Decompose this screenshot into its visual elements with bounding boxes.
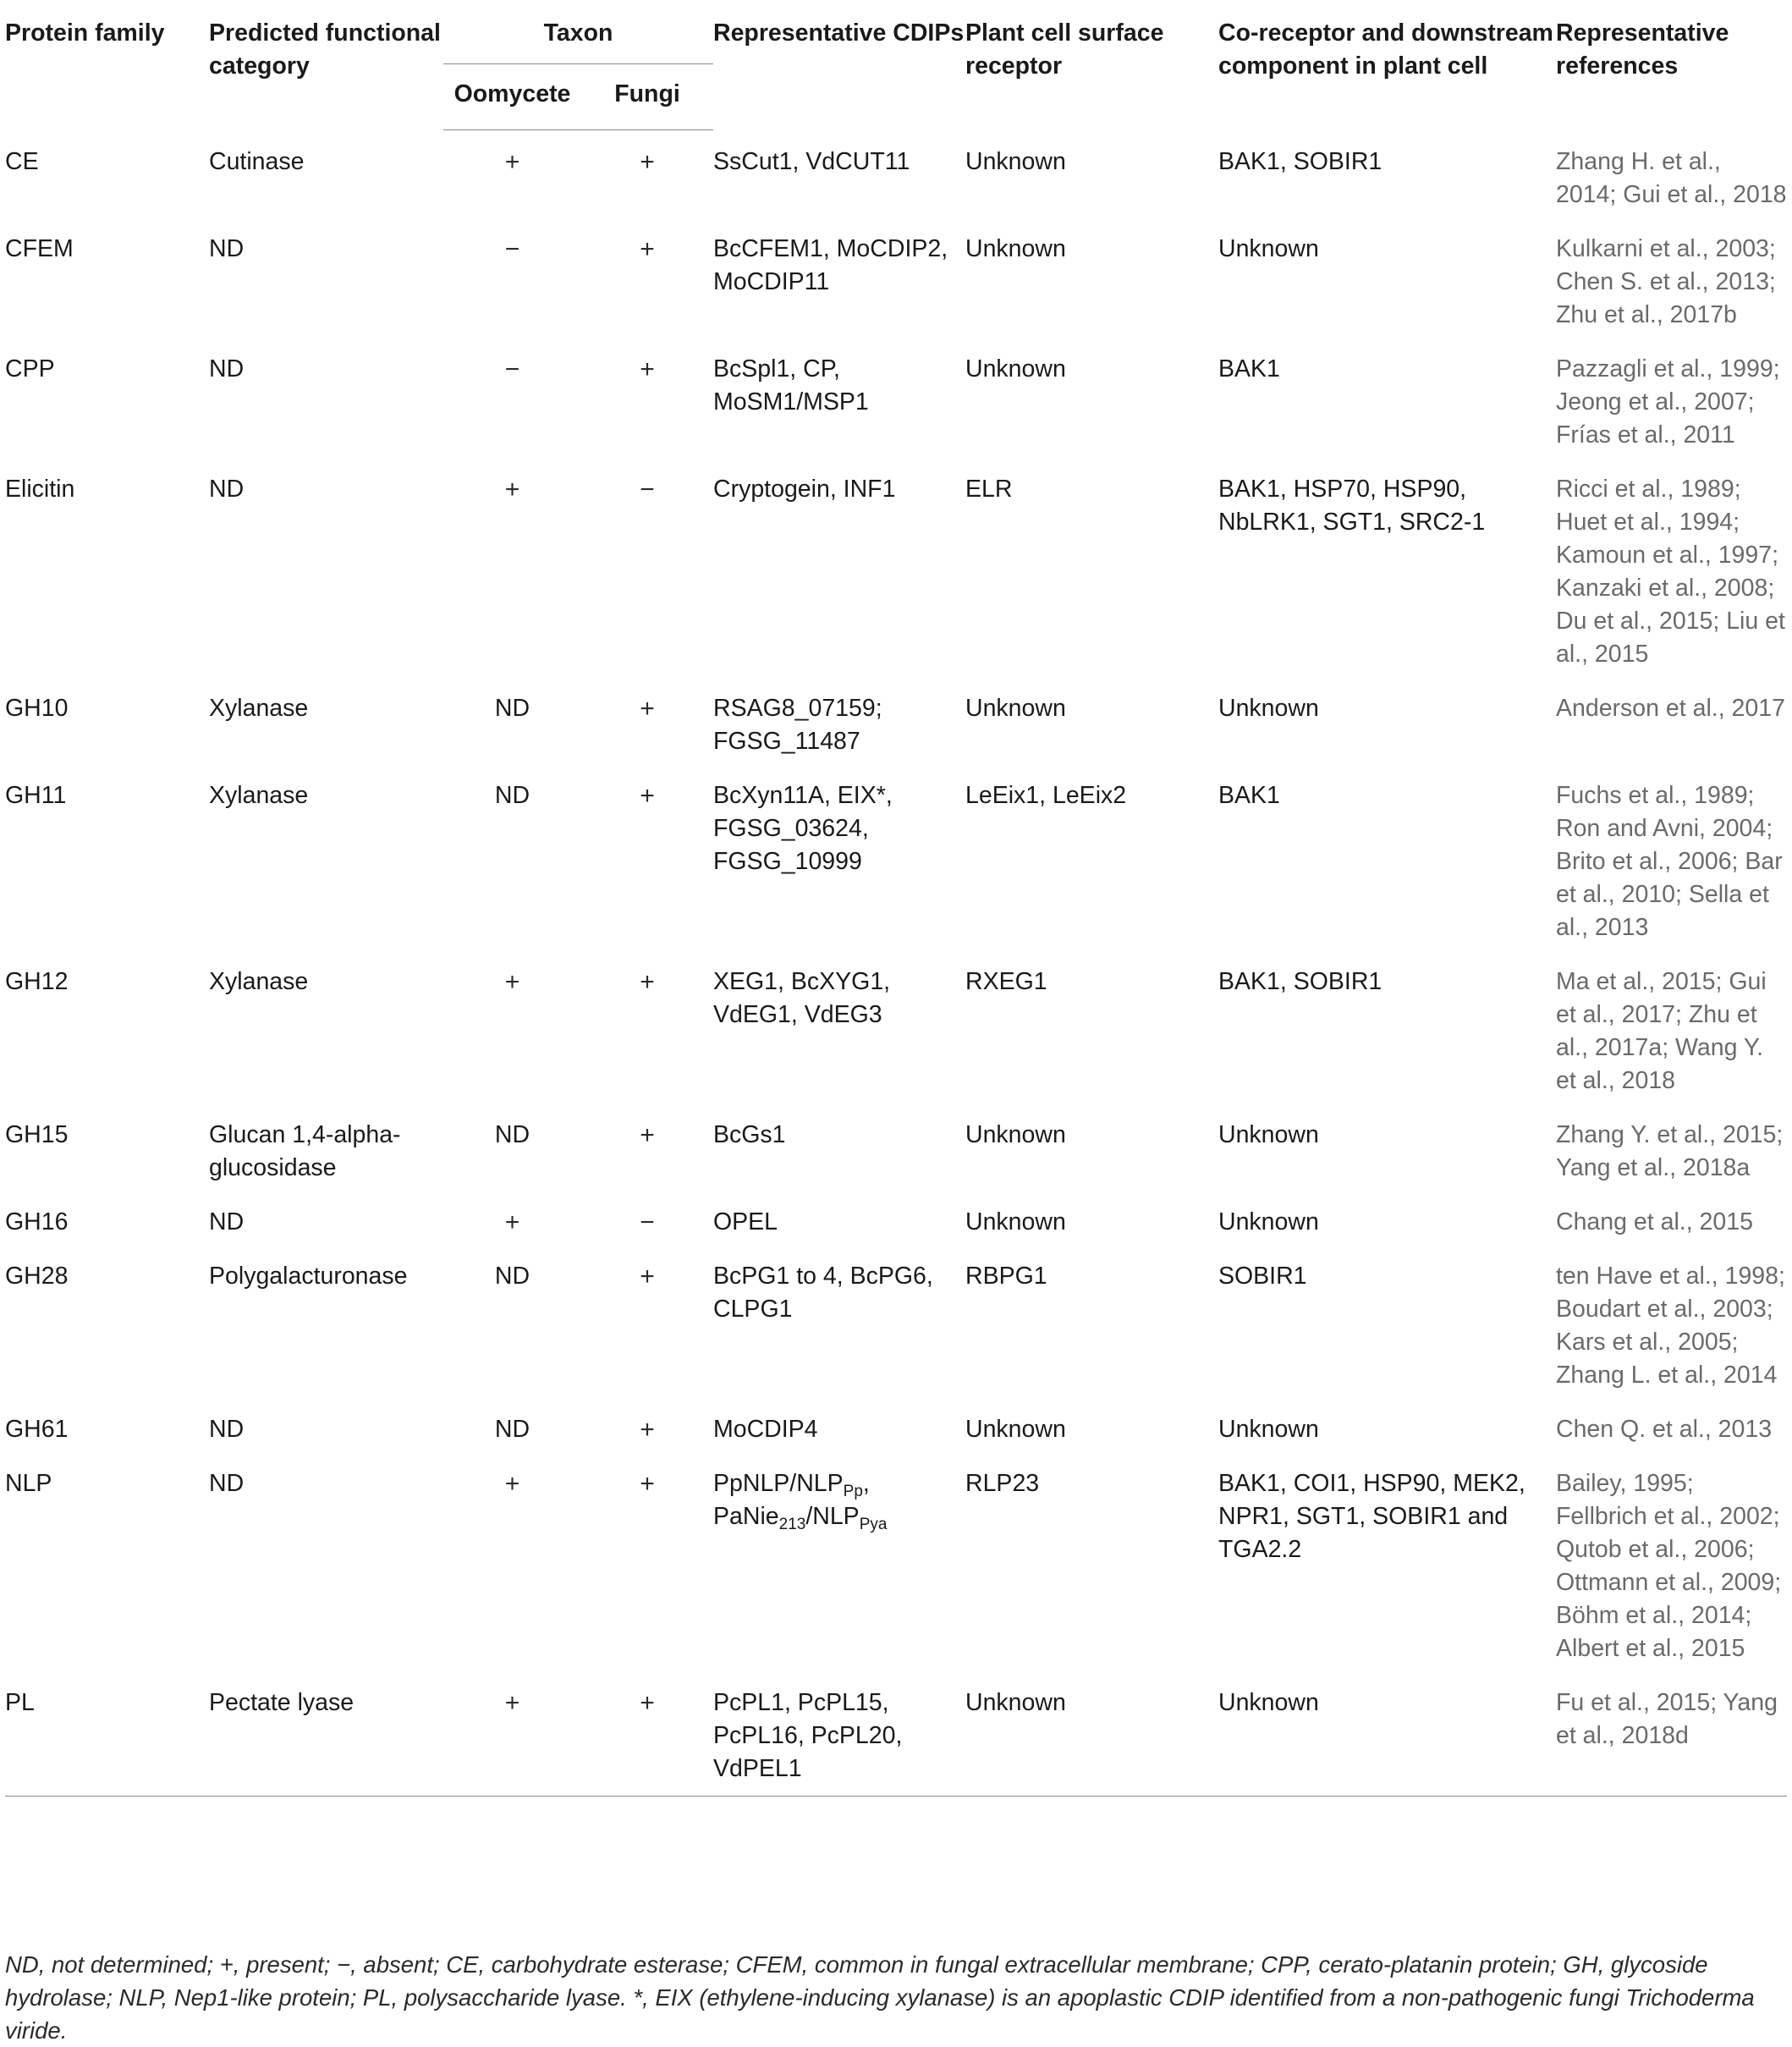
cell-family: GH11: [5, 781, 67, 809]
table-row: [5, 951, 1787, 1104]
cell-fungi: +: [640, 355, 655, 383]
cell-family: NLP: [5, 1469, 52, 1497]
table-row: [5, 1246, 1787, 1399]
cell-oomycete: +: [504, 967, 520, 996]
cell-family: GH15: [5, 1120, 69, 1148]
cdip-text: PpNLP/NLP: [713, 1469, 844, 1497]
table-body: [5, 130, 1787, 1797]
cell-cdips: BcXyn11A, EIX*, FGSG_03624, FGSG_10999: [713, 781, 893, 875]
cell-receptor: Unknown: [965, 1208, 1066, 1235]
table-row: [5, 765, 1787, 951]
cell-family: GH16: [5, 1208, 69, 1235]
cell-fungi: −: [640, 1208, 655, 1236]
cell-cdips: OPEL: [713, 1208, 778, 1235]
cell-cdips: [713, 1453, 965, 1672]
cell-cdips: BcSpl1, CP, MoSM1/MSP1: [713, 355, 869, 415]
cdip-text: ,: [862, 1469, 870, 1497]
cell-category: Xylanase: [209, 967, 309, 995]
cdip-subscript: Pya: [859, 1515, 888, 1533]
cell-references: Zhang H. et al., 2014; Gui et al., 2018: [1556, 147, 1787, 208]
header-protein-family: Protein family: [5, 19, 165, 47]
cell-cdips: BcPG1 to 4, BcPG6, CLPG1: [713, 1262, 933, 1323]
cell-references: Anderson et al., 2017: [1556, 694, 1785, 722]
table-row: [5, 1191, 1787, 1246]
header-receptor: Plant cell surface receptor: [965, 19, 1164, 80]
cell-family: GH61: [5, 1415, 69, 1443]
cell-fungi: +: [640, 694, 655, 723]
table-row: [5, 678, 1787, 765]
cell-receptor: LeEix1, LeEix2: [965, 781, 1127, 809]
cell-category: ND: [209, 1415, 245, 1443]
cell-cdips: PcPL1, PcPL15, PcPL16, PcPL20, VdPEL1: [713, 1672, 965, 1797]
table-row: [5, 130, 1787, 218]
cell-oomycete: +: [443, 1672, 581, 1797]
cell-receptor: Unknown: [965, 234, 1066, 262]
header-cdips: Representative CDIPs: [713, 19, 965, 47]
cell-fungi: +: [640, 148, 655, 176]
cell-family: CPP: [5, 355, 55, 382]
cell-category: Pectate lyase: [209, 1672, 443, 1797]
cell-receptor: RXEG1: [965, 967, 1047, 995]
cell-references: Pazzagli et al., 1999; Jeong et al., 2007; Frías et al., 2011: [1556, 355, 1780, 448]
cell-references: Fuchs et al., 1989; Ron and Avni, 2004; Brito et al., 2006; Bar et al., 2010; Sella et al., 2013: [1556, 781, 1783, 941]
cdip-subscript: Pp: [843, 1482, 863, 1500]
cell-receptor: Unknown: [965, 355, 1066, 382]
cell-cdips: RSAG8_07159; FGSG_11487: [713, 694, 882, 755]
cell-category: Xylanase: [209, 694, 309, 722]
cell-fungi: +: [640, 1415, 655, 1444]
cell-coreceptor: BAK1: [1218, 781, 1280, 809]
header-references: Representative references: [1556, 19, 1729, 80]
cell-oomycete: ND: [494, 1120, 530, 1148]
table-row: [5, 1672, 1787, 1797]
table-footnote: ND, not determined; +, present; −, absent; CE, carbohydrate esterase; CFEM, common in fungal extracellular membrane; CPP, cerato-platanin protein; GH, glycoside hydrolase; NLP, Nep1-like protein; PL, polysaccharide lyase. *, EIX (ethylene-inducing xylanase) is an apoplastic CDIP identified from a non-pathogenic fungi Trichoderma viride.: [5, 1951, 1755, 2044]
cell-coreceptor: Unknown: [1218, 694, 1319, 722]
cell-cdips: MoCDIP4: [713, 1415, 818, 1443]
cell-references: Fu et al., 2015; Yang et al., 2018d: [1556, 1672, 1787, 1797]
cdip-text: /NLP: [805, 1502, 860, 1530]
cell-oomycete: ND: [494, 1415, 530, 1443]
cell-cdips: SsCut1, VdCUT11: [713, 147, 910, 175]
cell-oomycete: +: [504, 1469, 520, 1498]
cdip-table: [5, 15, 1787, 1797]
cell-oomycete: −: [504, 234, 520, 263]
header-fungi: Fungi: [581, 64, 713, 130]
cell-receptor: RLP23: [965, 1469, 1040, 1497]
cell-coreceptor: SOBIR1: [1218, 1262, 1307, 1290]
cell-category: Glucan 1,4-alpha-glucosidase: [209, 1120, 401, 1181]
cell-coreceptor: BAK1, COI1, HSP90, MEK2, NPR1, SGT1, SOBIR1 and TGA2.2: [1218, 1469, 1525, 1563]
cell-fungi: +: [640, 234, 655, 263]
cell-references: Ricci et al., 1989; Huet et al., 1994; Kamoun et al., 1997; Kanzaki et al., 2008; Du et al., 2015; Liu et al., 2015: [1556, 475, 1785, 668]
cell-receptor: Unknown: [965, 1672, 1218, 1797]
header-oomycete: Oomycete: [443, 64, 581, 130]
cell-receptor: Unknown: [965, 694, 1066, 722]
cell-category: Polygalacturonase: [209, 1262, 408, 1290]
cell-references: ten Have et al., 1998; Boudart et al., 2003; Kars et al., 2005; Zhang L. et al., 2014: [1556, 1262, 1785, 1389]
cell-category: ND: [209, 1208, 245, 1235]
cell-receptor: Unknown: [965, 1120, 1066, 1148]
cdip-subscript: 213: [778, 1515, 806, 1533]
cell-references: Kulkarni et al., 2003; Chen S. et al., 2013; Zhu et al., 2017b: [1556, 234, 1776, 328]
cell-family: Elicitin: [5, 475, 75, 503]
cell-fungi: +: [640, 967, 655, 996]
cell-coreceptor: BAK1, HSP70, HSP90, NbLRK1, SGT1, SRC2-1: [1218, 475, 1486, 536]
cell-references: Bailey, 1995; Fellbrich et al., 2002; Qutob et al., 2006; Ottmann et al., 2009; Böhm et al., 2014; Albert et al., 2015: [1556, 1469, 1782, 1662]
cell-family: CFEM: [5, 234, 74, 262]
cell-oomycete: +: [504, 148, 520, 176]
cell-category: ND: [209, 355, 245, 382]
cell-family: GH12: [5, 967, 69, 995]
cell-fungi: +: [581, 1672, 713, 1797]
cell-coreceptor: BAK1: [1218, 355, 1280, 382]
cell-category: ND: [209, 475, 245, 503]
header-coreceptor: Co-receptor and downstream component in plant cell: [1218, 19, 1553, 80]
table-header: [5, 15, 1787, 130]
cell-family: PL: [5, 1672, 209, 1797]
cell-coreceptor: Unknown: [1218, 1415, 1319, 1443]
cell-references: Chen Q. et al., 2013: [1556, 1415, 1773, 1443]
cell-oomycete: +: [504, 1208, 520, 1236]
cell-cdips: BcGs1: [713, 1120, 786, 1148]
cell-oomycete: ND: [494, 1262, 530, 1290]
cell-family: CE: [5, 147, 39, 175]
header-taxon: Taxon: [443, 15, 713, 64]
cell-category: ND: [209, 234, 245, 262]
cell-cdips: BcCFEM1, MoCDIP2, MoCDIP11: [713, 234, 948, 295]
cell-references: Ma et al., 2015; Gui et al., 2017; Zhu et al., 2017a; Wang Y. et al., 2018: [1556, 967, 1767, 1094]
table-row: [5, 218, 1787, 338]
cell-coreceptor: BAK1, SOBIR1: [1218, 967, 1382, 995]
cell-fungi: +: [640, 1120, 655, 1149]
cell-receptor: ELR: [965, 475, 1013, 503]
cell-coreceptor: BAK1, SOBIR1: [1218, 147, 1382, 175]
cell-fungi: −: [640, 475, 655, 503]
cell-receptor: RBPG1: [965, 1262, 1047, 1290]
cell-fungi: +: [640, 781, 655, 810]
cell-cdips: XEG1, BcXYG1, VdEG1, VdEG3: [713, 967, 891, 1028]
cell-coreceptor: Unknown: [1218, 234, 1319, 262]
cell-family: GH28: [5, 1262, 69, 1290]
cell-category: Cutinase: [209, 147, 305, 175]
cell-oomycete: ND: [494, 781, 530, 809]
cell-receptor: Unknown: [965, 1415, 1066, 1443]
cell-coreceptor: Unknown: [1218, 1120, 1319, 1148]
table-row: [5, 1104, 1787, 1191]
cell-coreceptor: Unknown: [1218, 1208, 1319, 1235]
cell-oomycete: +: [504, 475, 520, 503]
cell-references: Chang et al., 2015: [1556, 1208, 1753, 1235]
cdip-text: PaNie: [713, 1502, 779, 1530]
cell-cdips: Cryptogein, INF1: [713, 475, 896, 503]
table-row: [5, 1453, 1787, 1672]
table-row: [5, 1399, 1787, 1453]
cell-family: GH10: [5, 694, 69, 722]
table-row: [5, 459, 1787, 678]
cell-oomycete: −: [504, 355, 520, 383]
table-row: [5, 338, 1787, 459]
cell-oomycete: ND: [494, 694, 530, 722]
cell-references: Zhang Y. et al., 2015; Yang et al., 2018a: [1556, 1120, 1784, 1181]
cell-fungi: +: [640, 1262, 655, 1290]
cell-category: Xylanase: [209, 781, 309, 809]
cell-receptor: Unknown: [965, 147, 1066, 175]
cell-category: ND: [209, 1469, 245, 1497]
header-functional-category: Predicted functional category: [209, 19, 441, 80]
cell-fungi: +: [640, 1469, 655, 1498]
cell-coreceptor: Unknown: [1218, 1672, 1556, 1797]
